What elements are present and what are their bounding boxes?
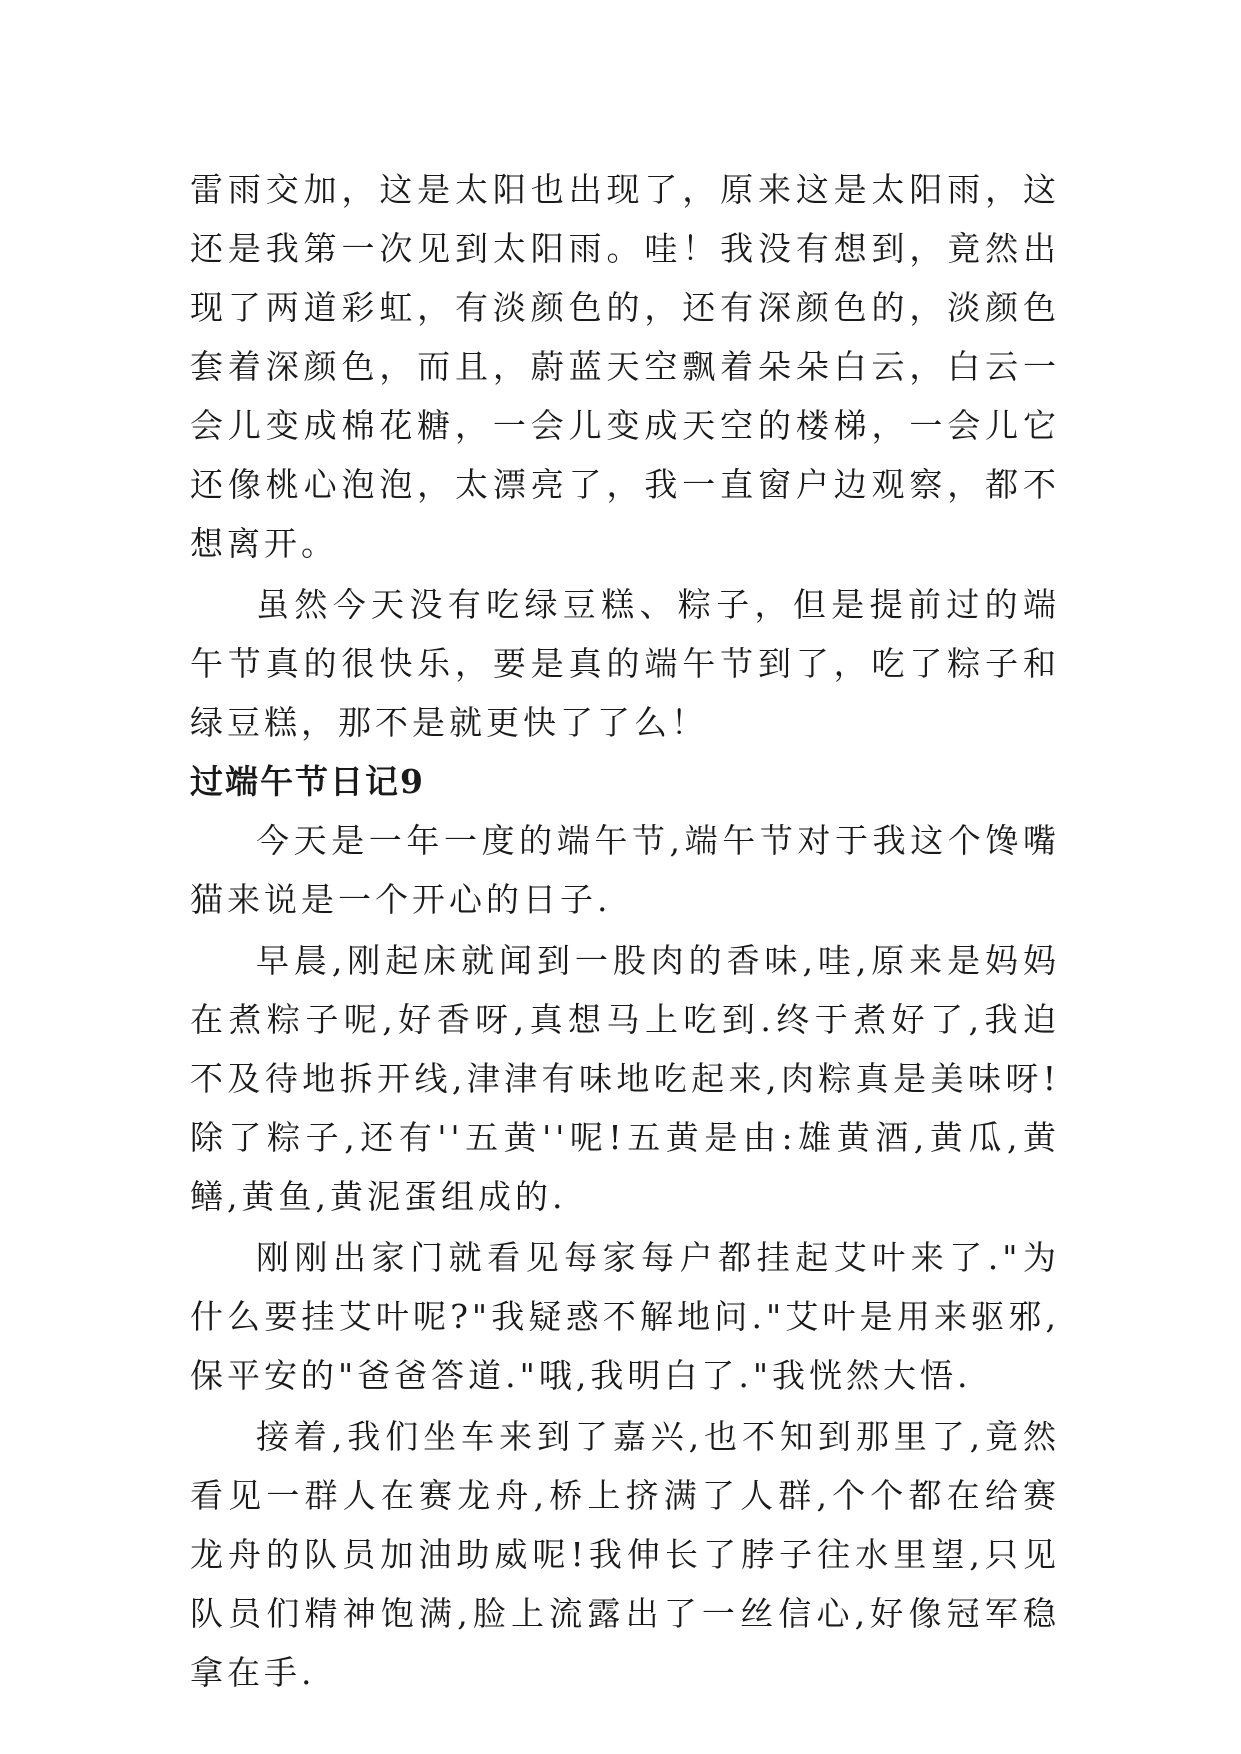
section-heading: 过端午节日记9 — [190, 762, 425, 801]
document-body — [190, 160, 1060, 1702]
paragraph-rainbow: 雷雨交加，这是太阳也出现了，原来这是太阳雨，这还是我第一次见到太阳雨。哇！我没有想到，竟然出现了两道彩虹，有淡颜色的，还有深颜色的，淡颜色套着深颜色，而且，蔚蓝天空飘着朵朵白云，白云一会儿变成棉花糖，一会儿变成天空的楼梯，一会儿它还像桃心泡泡，太漂亮了，我一直窗户边观察，都不想离开。 — [190, 170, 1060, 563]
paragraph-dragon-boat-happy: 虽然今天没有吃绿豆糕、粽子，但是提前过的端午节真的很快乐，要是真的端午节到了，吃了粽子和绿豆糕，那不是就更快了了么！ — [190, 585, 1060, 742]
paragraph-dragon-boat-race: 接着,我们坐车来到了嘉兴,也不知到那里了,竟然看见一群人在赛龙舟,桥上挤满了人群,个个都在给赛龙舟的队员加油助威呢!我伸长了脖子往水里望,只见队员们精神饱满,脸上流露出了一丝信心,好像冠军稳拿在手. — [190, 1417, 1060, 1692]
paragraph-intro: 今天是一年一度的端午节,端午节对于我这个馋嘴猫来说是一个开心的日子. — [190, 821, 1060, 919]
paragraph-zongzi: 早晨,刚起床就闻到一股肉的香味,哇,原来是妈妈在煮粽子呢,好香呀,真想马上吃到.终于煮好了,我迫不及待地拆开线,津津有味地吃起来,肉粽真是美味呀!除了粽子,还有''五黄''呢!五黄是由:雄黄酒,黄瓜,黄鳝,黄鱼,黄泥蛋组成的. — [190, 941, 1060, 1216]
paragraph-mugwort: 刚刚出家门就看见每家每户都挂起艾叶来了."为什么要挂艾叶呢?"我疑惑不解地问."艾叶是用来驱邪,保平安的"爸爸答道."哦,我明白了."我恍然大悟. — [190, 1238, 1060, 1395]
